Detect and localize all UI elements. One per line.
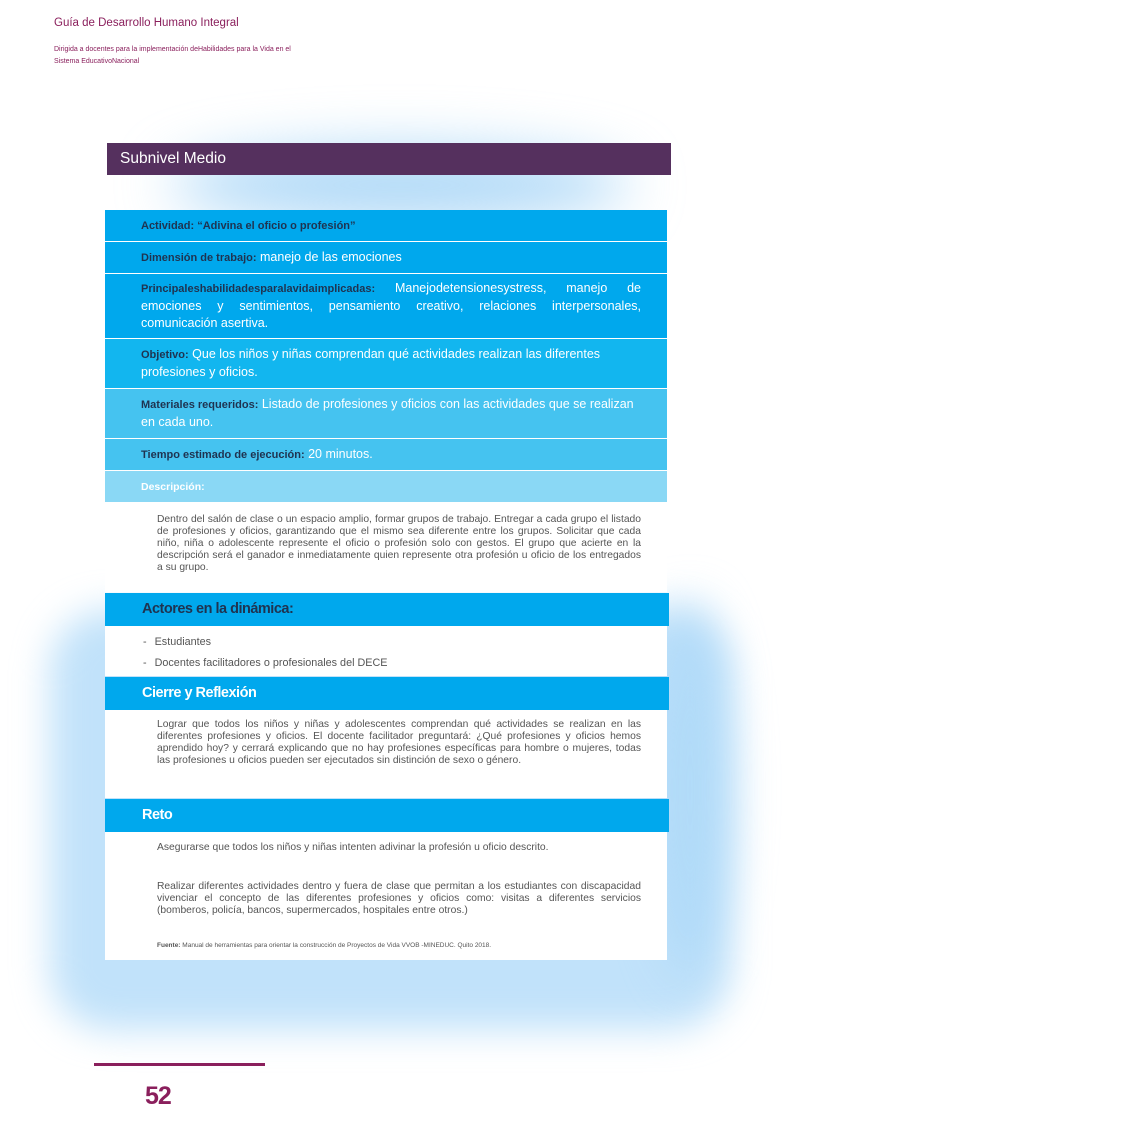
- cierre-block: [105, 710, 667, 798]
- habilidades-label: Principaleshabilidadesparalavidaimplicadas:: [141, 283, 376, 295]
- actividad-row: [105, 210, 667, 242]
- header-title: Guía de Desarrollo Humano Integral: [54, 17, 239, 29]
- descripcion-row: [105, 471, 667, 503]
- list-item: - Estudiantes: [143, 636, 212, 648]
- reto-text-2: Realizar diferentes actividades dentro y fuera de clase que permitan a los estudiantes con discapacidad vivenciar el concepto de las diferentes profesiones y oficios como: visitas a diferentes servicios (bomberos, policía, bancos, supermercados, hospitales entre otros.): [157, 881, 641, 916]
- descripcion-text: Dentro del salón de clase o un espacio amplio, formar grupos de trabajo. Entregar a cada grupo el listado de profesiones y oficios, garantizando que el mismo sea diferente entre los grupos. Solicitar que cada niño, niña o adolescente represente el oficio o profesión solo con gestos. El grupo que acierte en la descripción será el ganador e inmediatamente quien represente otra profesión u oficio de los entregados a su grupo.: [157, 514, 641, 573]
- habilidades-value: Manejodetensionesystress, manejo de emociones y sentimientos, pensamiento creativo, relaciones interpersonales, comunicación asertiva.: [141, 281, 641, 330]
- actores-block: [105, 626, 667, 676]
- fuente-label: Fuente:: [157, 942, 181, 949]
- materiales-value: Listado de profesiones y oficios con las actividades que se realizan en cada uno.: [141, 397, 634, 429]
- materiales-label: Materiales requeridos:: [141, 399, 259, 411]
- reto-block: [105, 832, 667, 960]
- tiempo-label: Tiempo estimado de ejecución:: [141, 448, 305, 461]
- header-subtitle: Dirigida a docentes para la implementación deHabilidades para la Vida en el Sistema EducativoNacional: [54, 46, 291, 65]
- materiales-row: [105, 389, 667, 439]
- activity-table: [105, 210, 667, 503]
- fuente-text: Manual de herramientas para orientar la construcción de Proyectos de Vida VVOB -MINEDUC. Quito 2018.: [182, 942, 492, 949]
- dimension-row: [105, 242, 667, 274]
- descripcion-label: Descripción:: [141, 480, 205, 493]
- dimension-value: manejo de las emociones: [260, 249, 402, 264]
- descripcion-block: [105, 504, 667, 592]
- actores-header: Actores en la dinámica:: [105, 593, 669, 626]
- actividad-label: Actividad: “Adivina el oficio o profesión”: [141, 219, 356, 232]
- habilidades-row: [105, 274, 667, 339]
- fuente-note: [157, 942, 641, 949]
- objetivo-value: Que los niños y niñas comprendan qué actividades realizan las diferentes profesiones y oficios.: [141, 347, 601, 379]
- actores-list: [143, 636, 387, 678]
- dimension-label: Dimensión de trabajo:: [141, 251, 257, 264]
- tiempo-row: [105, 439, 667, 471]
- tiempo-value: 20 minutos.: [308, 446, 373, 461]
- objetivo-label: Objetivo:: [141, 349, 189, 361]
- subnivel-banner: Subnivel Medio: [107, 143, 671, 175]
- reto-text-1: Asegurarse que todos los niños y niñas intenten adivinar la profesión u oficio descrito.: [157, 842, 549, 853]
- list-item: - Docentes facilitadores o profesionales del DECE: [143, 657, 388, 669]
- cierre-header: Cierre y Reflexión: [105, 677, 669, 710]
- cierre-text: Lograr que todos los niños y niñas y adolescentes comprendan qué actividades se realizan en las diferentes profesiones y oficios. El docente facilitador preguntará: ¿Qué profesiones y oficios hemos aprendido hoy? y cerrará explicando que no hay profesiones específicas para hombre o mujeres, todas las profesiones u oficios pueden ser ejecutados sin distinción de sexo o género.: [157, 719, 641, 766]
- page-number: 52: [145, 1082, 171, 1110]
- footer-divider: [94, 1063, 265, 1066]
- reto-header: Reto: [105, 799, 669, 832]
- objetivo-row: [105, 339, 667, 389]
